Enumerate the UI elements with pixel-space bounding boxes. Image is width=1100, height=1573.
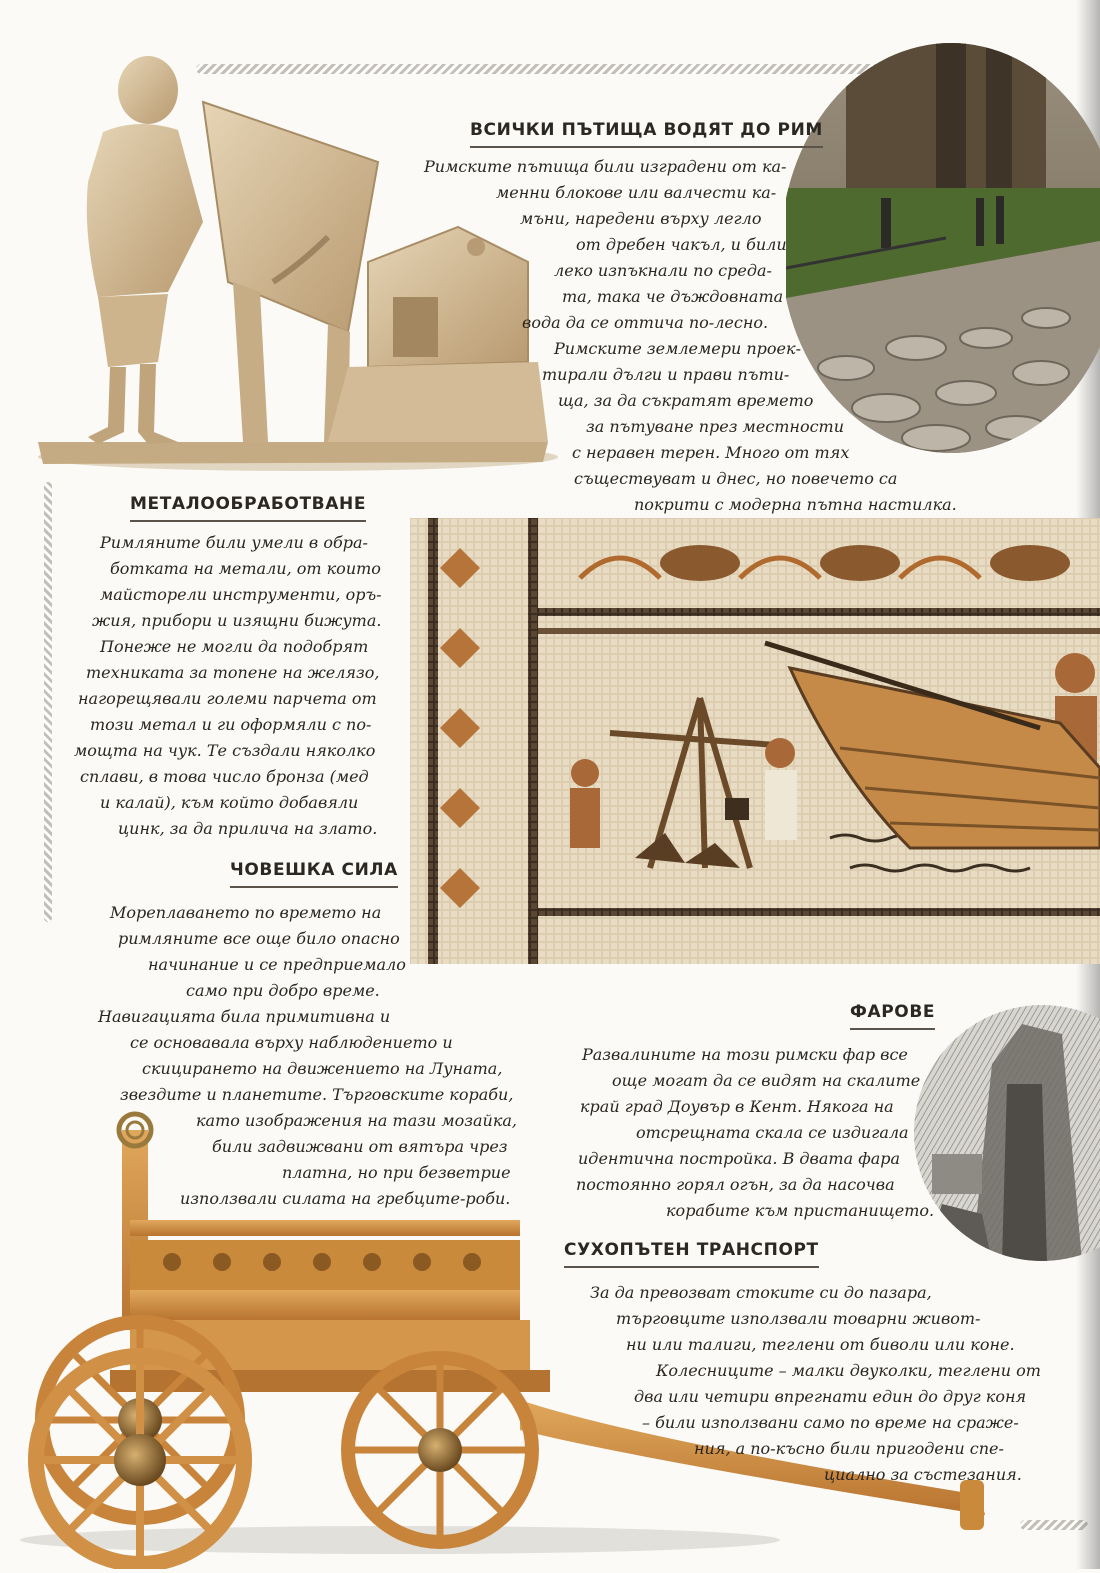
human-power-line: само при добро време. — [186, 981, 380, 1000]
heading-human-power: ЧОВЕШКА СИЛА — [230, 860, 398, 888]
human-power-line: като изображения на тази мозайка, — [196, 1111, 518, 1130]
metalwork-line: Римляните били умели в обра- — [100, 533, 368, 552]
roads-line: ща, за да съкратят времето — [558, 391, 814, 410]
metalwork-line: сплави, в това число бронза (мед — [80, 767, 369, 786]
mosaic-image — [410, 518, 1100, 964]
metalwork-line: майсторели инструменти, оръ- — [100, 585, 382, 604]
human-power-line: били задвижвани от вятъра чрез — [212, 1137, 508, 1156]
roads-line: от дребен чакъл, и били — [576, 235, 787, 254]
roads-line: съществуват и днес, но повечето са — [574, 469, 898, 488]
metalwork-line: техниката за топене на желязо, — [86, 663, 380, 682]
heading-lighthouses: ФАРОВЕ — [850, 1002, 935, 1030]
metalwork-line: този метал и ги оформяли с по- — [90, 715, 372, 734]
human-power-line: платна, но при безветрие — [282, 1163, 511, 1182]
land-transport-line: циално за състезания. — [824, 1465, 1022, 1484]
roads-line: тирали дълги и прави пъти- — [542, 365, 790, 384]
roads-line: мъни, наредени върху легло — [520, 209, 762, 228]
roads-line: менни блокове или валчести ка- — [496, 183, 777, 202]
lighthouses-line: още могат да се видят на скалите — [612, 1071, 921, 1090]
land-transport-line: За да превозват стоките си до пазара, — [590, 1283, 932, 1302]
metalwork-line: цинк, за да прилича на злато. — [118, 819, 378, 838]
human-power-line: скицирането на движението на Луната, — [142, 1059, 503, 1078]
human-power-line: римляните все още било опасно — [118, 929, 400, 948]
human-power-line: Навигацията била примитивна и — [98, 1007, 391, 1026]
roman-road-photo — [786, 38, 1100, 458]
stone-relief-image — [28, 32, 558, 472]
metalwork-line: ботката на метали, от които — [110, 559, 381, 578]
roads-line: Римските пътища били изградени от ка- — [424, 157, 787, 176]
human-power-line: звездите и планетите. Търговските кораби, — [120, 1085, 514, 1104]
heading-land-transport: СУХОПЪТЕН ТРАНСПОРТ — [564, 1240, 819, 1268]
human-power-line: Мореплаването по времето на — [110, 903, 382, 922]
land-transport-line: – били използвани само по време на сраже- — [642, 1413, 1019, 1432]
roads-line: вода да се оттича по-лесно. — [522, 313, 769, 332]
lighthouses-line: постоянно горял огън, за да насочва — [576, 1175, 895, 1194]
human-power-line: използвали силата на гребците-роби. — [180, 1189, 511, 1208]
roads-line: та, така че дъждовната — [562, 287, 784, 306]
land-transport-line: два или четири впрегнати един до друг коня — [634, 1387, 1027, 1406]
lighthouses-line: корабите към пристанището. — [666, 1201, 935, 1220]
metalwork-line: нагорещявали големи парчета от — [78, 689, 377, 708]
roads-line: леко изпъкнали по среда- — [554, 261, 772, 280]
land-transport-line: търговците използвали товарни живот- — [616, 1309, 981, 1328]
heading-roads: ВСИЧКИ ПЪТИЩА ВОДЯТ ДО РИМ — [470, 120, 823, 148]
metalwork-line: Понеже не могли да подобрят — [100, 637, 369, 656]
lighthouses-line: идентична постройка. В двата фара — [578, 1149, 901, 1168]
metalwork-line: и калай), към който добавяли — [100, 793, 359, 812]
lighthouses-line: Развалините на този римски фар все — [582, 1045, 908, 1064]
land-transport-line: ни или талиги, теглени от биволи или коне. — [626, 1335, 1015, 1354]
rope-rule-left — [44, 482, 52, 922]
human-power-line: начинание и се предприемало — [148, 955, 406, 974]
land-transport-line: ния, а по-късно били пригодени спе- — [694, 1439, 1004, 1458]
lighthouses-line: отсрещната скала се издигала — [636, 1123, 909, 1142]
heading-metalwork: МЕТАЛООБРАБОТВАНЕ — [130, 494, 366, 522]
metalwork-line: жия, прибори и изящни бижута. — [92, 611, 382, 630]
land-transport-line: Колесниците – малки двуколки, теглени от — [656, 1361, 1041, 1380]
roads-line: покрити с модерна пътна настилка. — [634, 495, 957, 514]
metalwork-line: мощта на чук. Те създали няколко — [74, 741, 376, 760]
roads-line: с неравен терен. Много от тях — [572, 443, 850, 462]
lighthouses-line: край град Доувър в Кент. Някога на — [580, 1097, 894, 1116]
roads-line: за пътуване през местности — [586, 417, 845, 436]
human-power-line: се основавала върху наблюдението и — [130, 1033, 453, 1052]
roads-line: Римските землемери проек- — [554, 339, 801, 358]
